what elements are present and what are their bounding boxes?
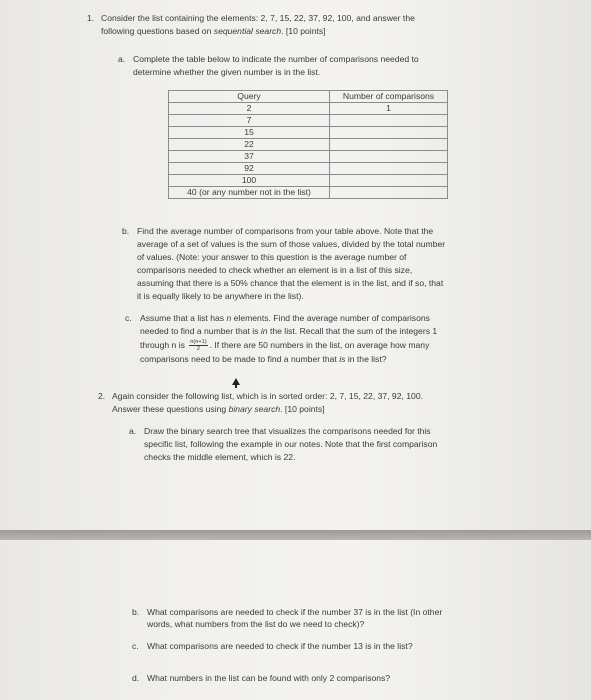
table-row <box>169 151 448 163</box>
table-row <box>169 127 448 139</box>
q1c-line2 <box>140 326 437 337</box>
q1c-n-variable: n <box>226 313 232 323</box>
table-cell-query: 40 (or any number not in the list) <box>169 187 330 199</box>
q1-line1: Consider the list containing the elements: 2, 7, 15, 22, 37, 92, 100, and answer the <box>101 13 415 23</box>
q1b-line: comparisons needed to check whether an element is in a list of this size, <box>137 265 413 275</box>
page-separator <box>0 530 591 540</box>
table-row <box>169 163 448 175</box>
q1c-text: needed to find a number that is <box>140 326 261 336</box>
q1b-line: it is equally likely to be anywhere in the list). <box>137 291 304 301</box>
table-cell-comparisons[interactable] <box>330 151 448 163</box>
q1-line2-text: following questions based on <box>101 26 214 36</box>
table-cell-query: 92 <box>169 163 330 175</box>
table-cell-query: 37 <box>169 151 330 163</box>
q1c-letter: c. <box>125 313 132 323</box>
q1c-line3 <box>140 339 429 352</box>
table-cell-query: 7 <box>169 115 330 127</box>
q2-number: 2. <box>98 391 106 401</box>
q2-points: . [10 points] <box>280 404 325 414</box>
table-row <box>169 175 448 187</box>
table-cell-query: 15 <box>169 127 330 139</box>
q1c-text: . If there are 50 numbers in the list, on average how many <box>209 339 430 350</box>
table-row <box>169 103 448 115</box>
q1a-line2: determine whether the given number is in the list. <box>133 67 321 77</box>
table-cell-query: 100 <box>169 175 330 187</box>
q2b-letter: b. <box>132 607 140 617</box>
q1b-line: assuming that there is a 50% chance that the element is in the list, and if so, that <box>137 278 444 288</box>
q1b-line: average of a set of values is the sum of those values, divided by the total number <box>137 239 446 249</box>
table-header-row <box>169 91 448 103</box>
q2b-line1: What comparisons are needed to check if the number 37 is in the list (In other <box>147 607 443 617</box>
table-cell-query: 22 <box>169 139 330 151</box>
table-cell-comparisons[interactable] <box>330 187 448 199</box>
document-page-2 <box>0 540 591 700</box>
q2d-line1: What numbers in the list can be found with only 2 comparisons? <box>147 673 391 683</box>
q2c-letter: c. <box>132 641 139 651</box>
q1-sequential-search-term: sequential search <box>213 26 282 36</box>
table-cell-comparisons[interactable] <box>330 115 448 127</box>
table-cell-comparisons: 1 <box>330 103 448 115</box>
table-row <box>169 139 448 151</box>
q1-line2 <box>101 26 326 37</box>
q2d-letter: d. <box>132 673 140 683</box>
table-cell-comparisons[interactable] <box>330 163 448 175</box>
table-header-query: Query <box>169 91 330 103</box>
q2a-letter: a. <box>129 426 137 436</box>
table-header-comparisons: Number of comparisons <box>330 91 448 103</box>
q1-number: 1. <box>87 13 95 23</box>
q1b-line: of values. (Note: your answer to this question is the average number of <box>137 252 407 262</box>
table-cell-comparisons[interactable] <box>330 127 448 139</box>
q2-line1: Again consider the following list, which is in sorted order: 2, 7, 15, 22, 37, 92, 100. <box>112 391 423 401</box>
q1c-is-emphasis: is <box>339 354 346 364</box>
comparisons-table <box>168 90 448 199</box>
q1b-line: Find the average number of comparisons from your table above. Note that the <box>137 226 434 236</box>
q2-binary-search-term: binary search <box>228 404 281 414</box>
q1a-line1: Complete the table below to indicate the number of comparisons needed to <box>133 54 419 64</box>
q2c-line1: What comparisons are needed to check if the number 13 is in the list? <box>147 641 413 651</box>
q2a-line: Draw the binary search tree that visualizes the comparisons needed for this <box>144 426 431 436</box>
q1c-text: in the list? <box>345 354 387 364</box>
q1b-letter: b. <box>122 226 130 236</box>
sum-formula-fraction <box>189 339 207 352</box>
q1-points: . [10 points] <box>281 26 326 36</box>
q1c-line1 <box>140 313 430 324</box>
q1c-text: Assume that a list has <box>140 313 227 323</box>
q2-line2 <box>112 404 325 415</box>
q1a-letter: a. <box>118 54 126 64</box>
fraction-denominator: 2 <box>196 346 201 352</box>
q1c-text: through n is <box>140 339 188 350</box>
q2a-line: checks the middle element, which is 22. <box>144 452 296 462</box>
table-row <box>169 115 448 127</box>
q1c-line4 <box>140 354 387 365</box>
table-cell-comparisons[interactable] <box>330 175 448 187</box>
q2a-line: specific list, following the example in our notes. Note that the first comparison <box>144 439 438 449</box>
q1c-text: comparisons need to be made to find a number that <box>140 354 340 364</box>
table-cell-comparisons[interactable] <box>330 139 448 151</box>
fraction-numerator: n(n+1) <box>190 339 207 345</box>
table-cell-query: 2 <box>169 103 330 115</box>
q2b-line2: words, what numbers from the list do we need to check)? <box>147 619 365 629</box>
q1c-text: elements. Find the average number of comparisons <box>231 313 430 323</box>
q1c-in-emphasis: in <box>260 326 268 336</box>
q2-text: Answer these questions using <box>112 404 229 414</box>
mouse-cursor-tail <box>235 384 237 388</box>
q1c-text: the list. Recall that the sum of the integers 1 <box>267 326 438 336</box>
table-row <box>169 187 448 199</box>
